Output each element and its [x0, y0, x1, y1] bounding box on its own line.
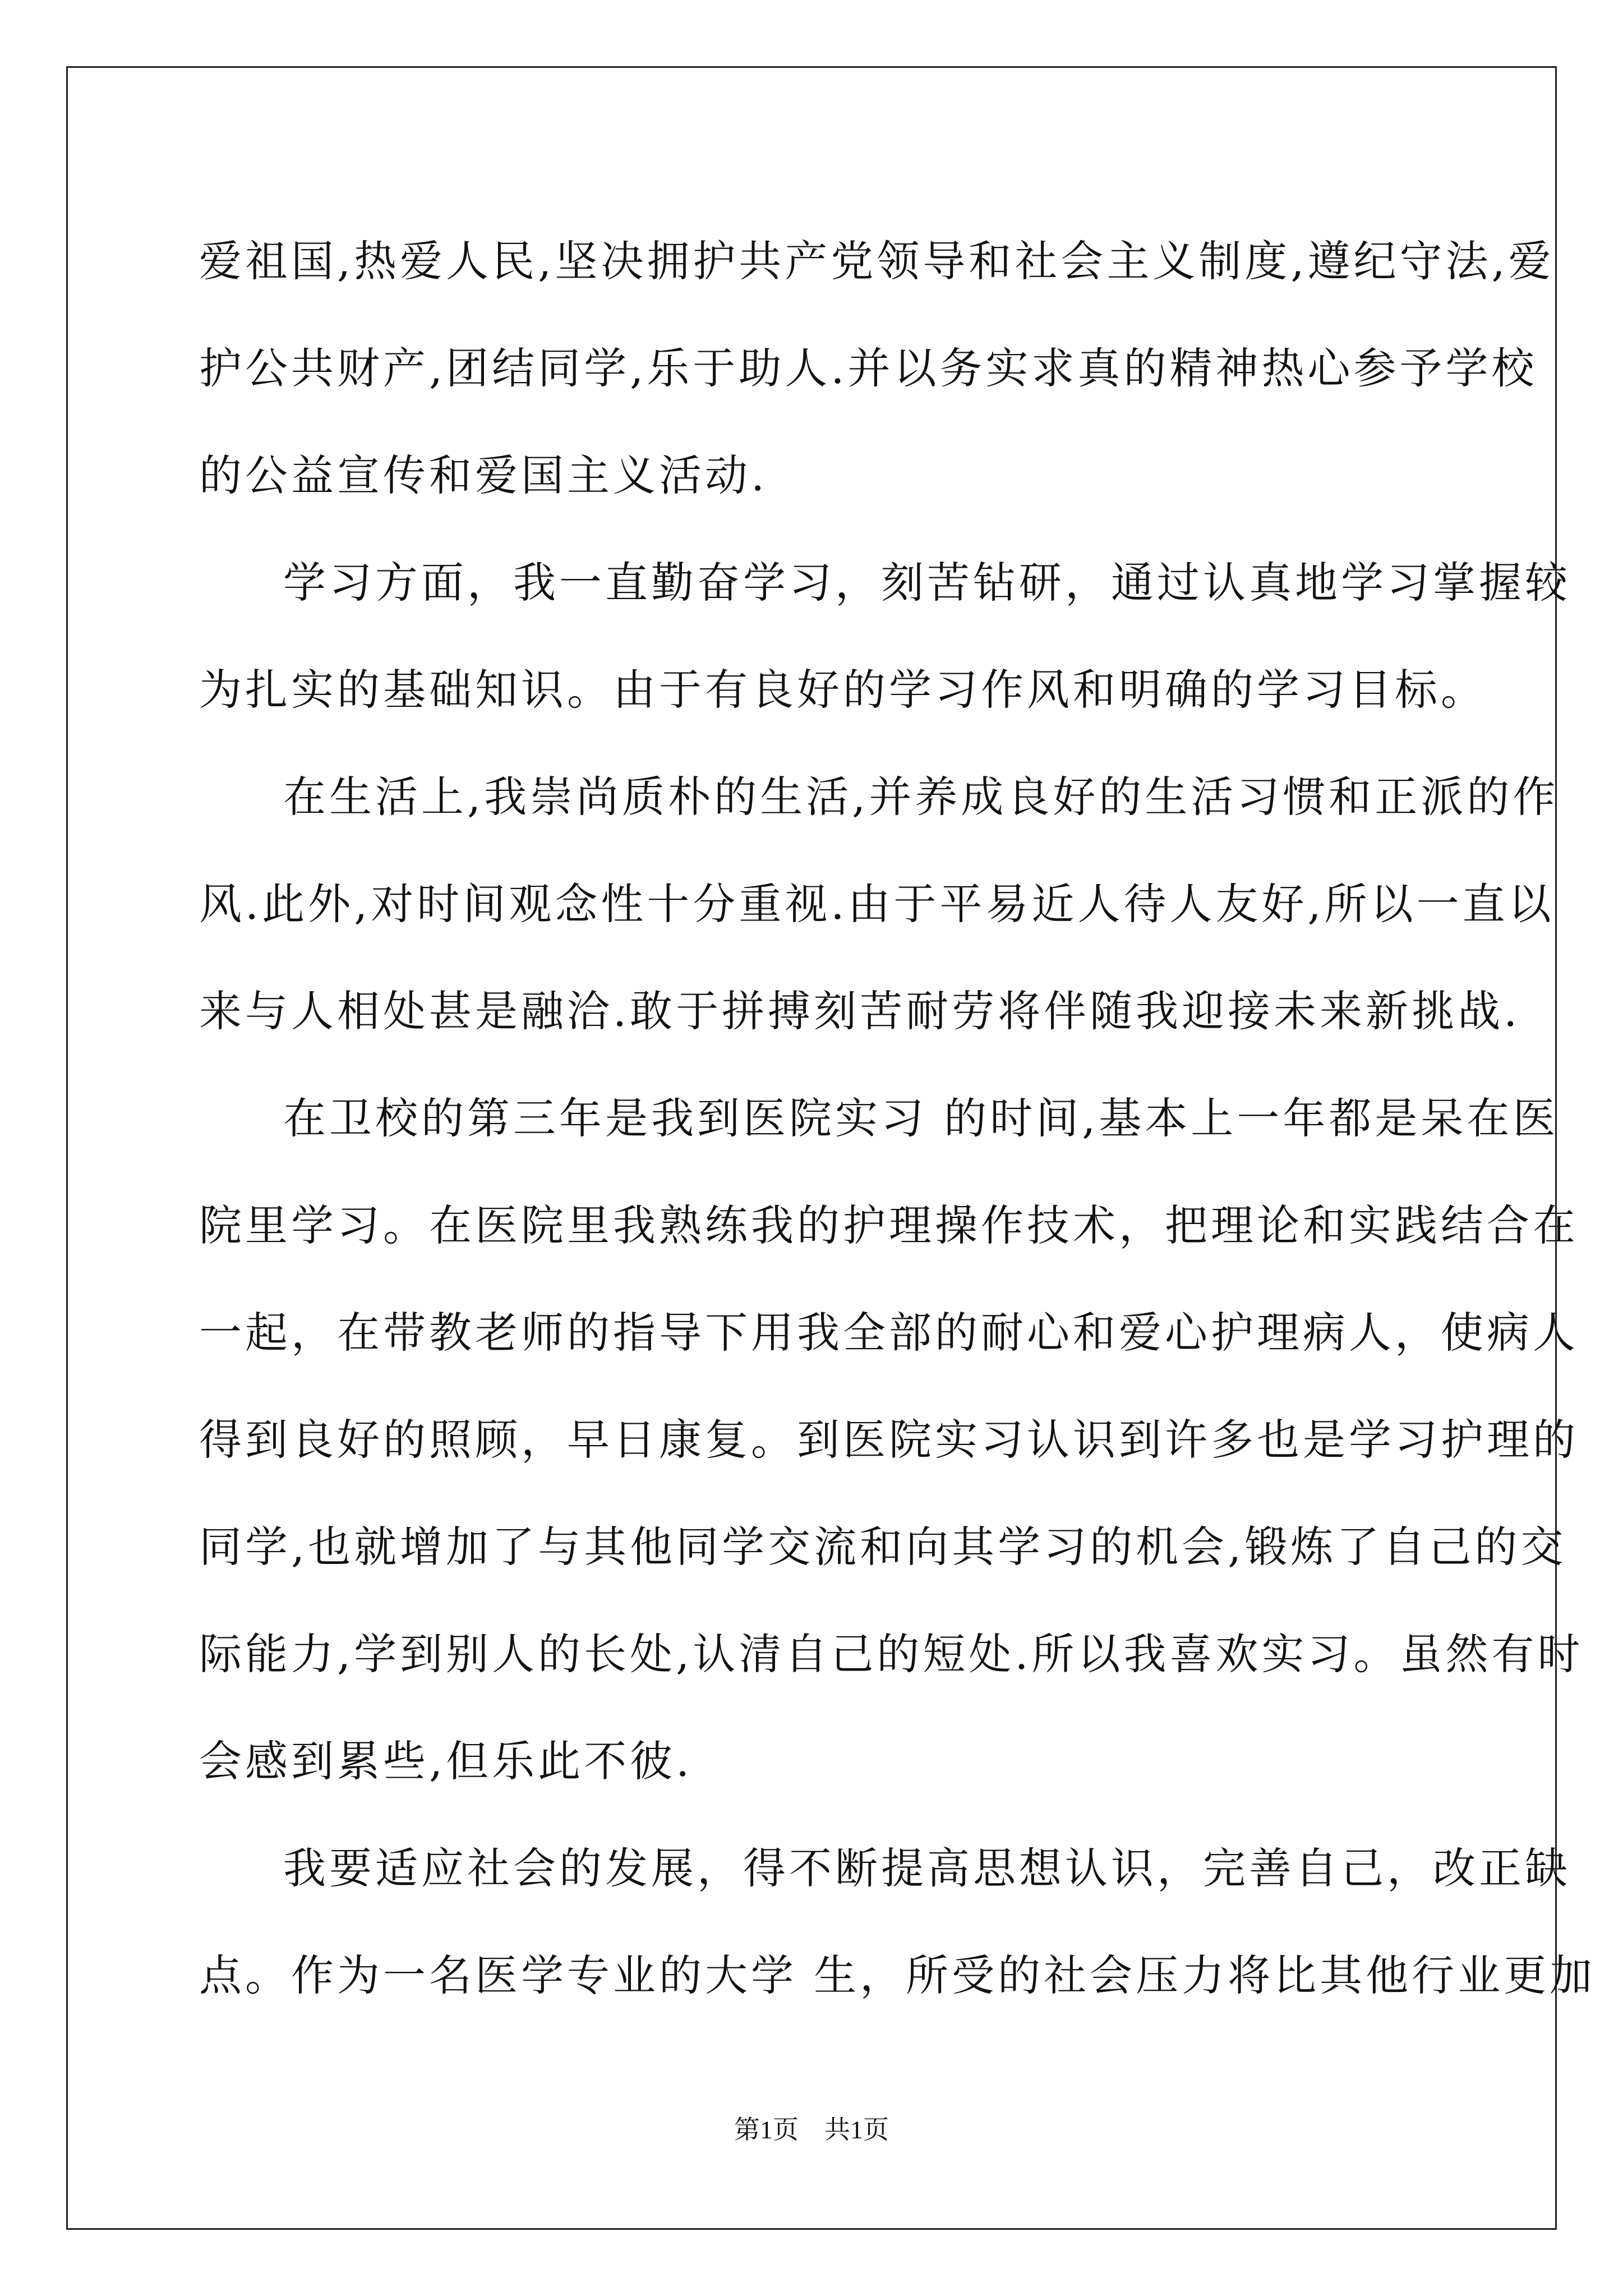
text-line: 来与人相处甚是融洽.敢于拼搏刻苦耐劳将伴随我迎接未来新挑战.	[199, 986, 1521, 1036]
text-line: 会感到累些,但乐此不彼.	[199, 1736, 693, 1786]
paragraph-start-line: 在生活上,我崇尚质朴的生活,并养成良好的生活习惯和正派的作	[283, 772, 1559, 822]
paragraph-start-line: 我要适应社会的发展，得不断提高思想认识，完善自己，改正缺	[283, 1843, 1571, 1893]
text-line: 风.此外,对时间观念性十分重视.由于平易近人待人友好,所以一直以	[199, 879, 1555, 929]
paragraph-start-line: 在卫校的第三年是我到医院实习 的时间,基本上一年都是呆在医	[283, 1093, 1559, 1143]
page-number-footer: 第1页 共1页	[734, 2115, 889, 2144]
text-line: 得到良好的照顾，早日康复。到医院实习认识到许多也是学习护理的	[199, 1415, 1579, 1465]
text-line: 的公益宣传和爱国主义活动.	[199, 450, 768, 500]
text-line: 为扎实的基础知识。由于有良好的学习作风和明确的学习目标。	[199, 665, 1487, 715]
paragraph-start-line: 学习方面，我一直勤奋学习，刻苦钻研，通过认真地学习掌握较	[283, 558, 1571, 608]
text-line: 护公共财产,团结同学,乐于助人.并以务实求真的精神热心参予学校	[199, 343, 1538, 393]
text-line: 一起，在带教老师的指导下用我全部的耐心和爱心护理病人，使病人	[199, 1308, 1579, 1358]
text-block	[199, 208, 1596, 2029]
text-line: 点。作为一名医学专业的大学 生，所受的社会压力将比其他行业更加	[199, 1950, 1596, 2000]
text-line: 同学,也就增加了与其他同学交流和向其学习的机会,锻炼了自己的交	[199, 1522, 1567, 1572]
text-line: 际能力,学到别人的长处,认清自己的短处.所以我喜欢实习。虽然有时	[199, 1629, 1584, 1679]
text-line: 爱祖国,热爱人民,坚决拥护共产党领导和社会主义制度,遵纪守法,爱	[199, 236, 1555, 286]
document-body	[199, 208, 1596, 2029]
text-line: 院里学习。在医院里我熟练我的护理操作技术，把理论和实践结合在	[199, 1200, 1579, 1250]
